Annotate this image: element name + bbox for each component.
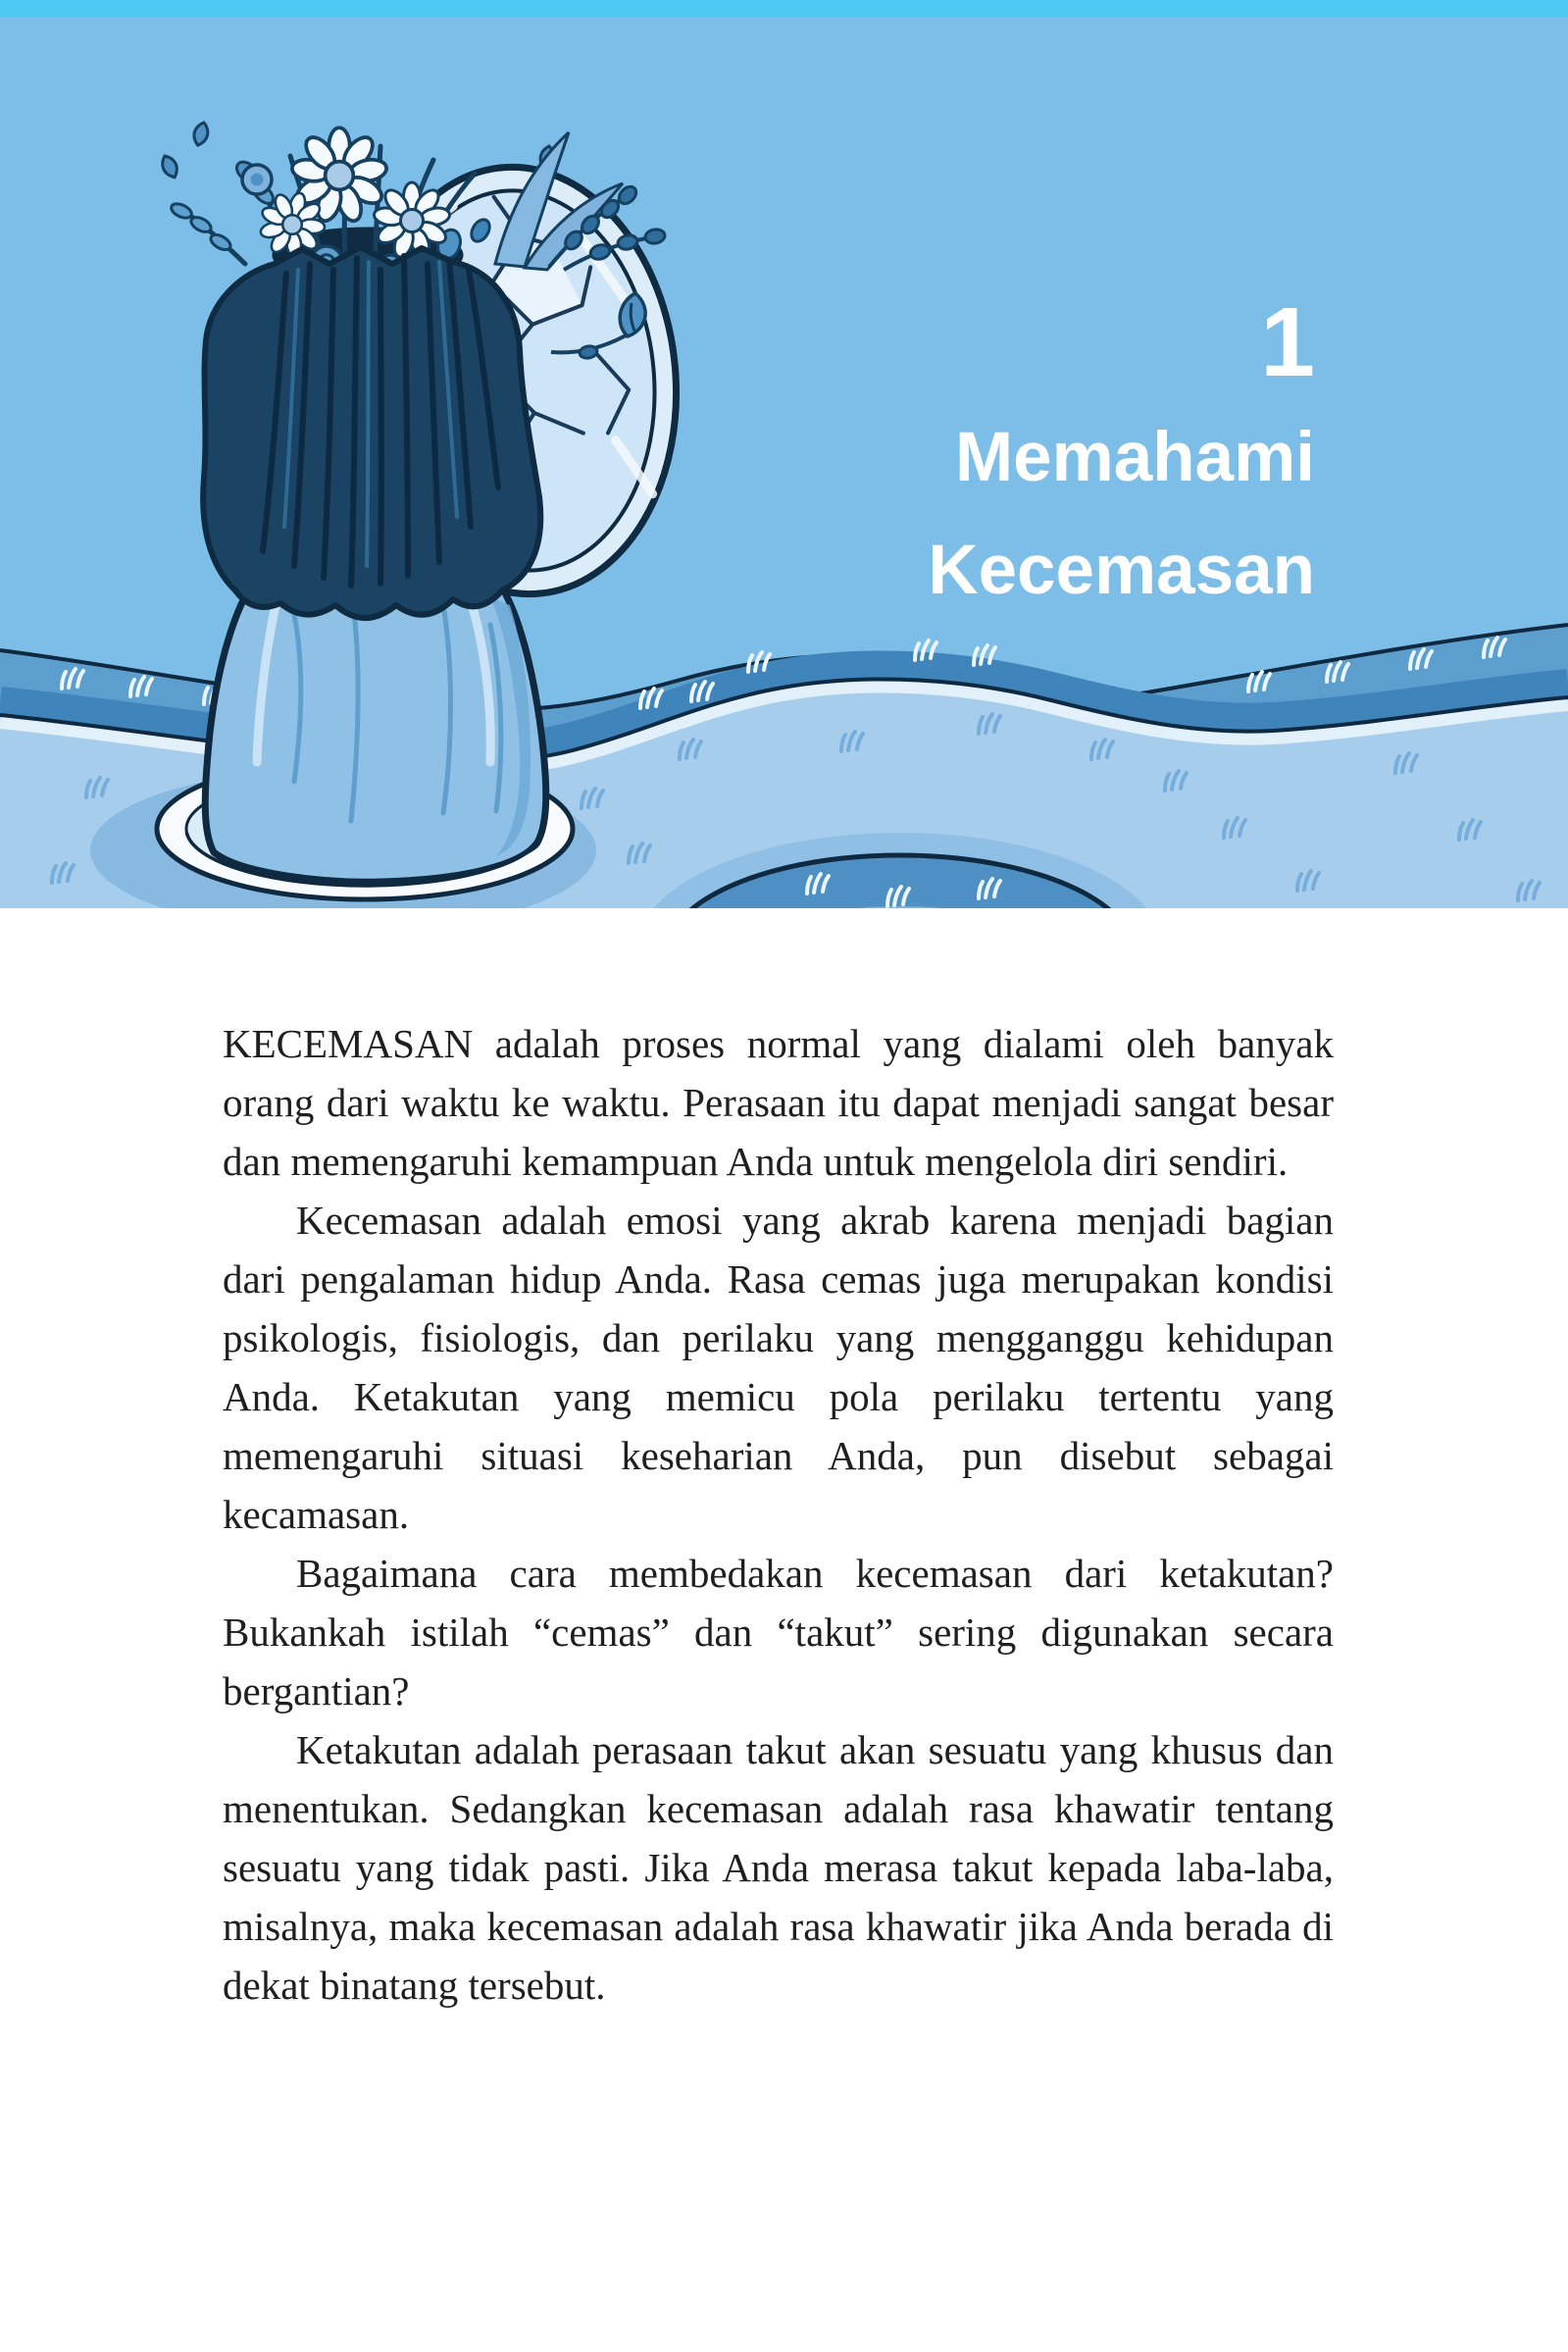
top-accent-strip xyxy=(0,0,1568,17)
paragraph-1: KECEMASAN adalah proses normal yang dialami oleh banyak orang dari waktu ke waktu. Perasaan itu dapat menjadi sangat besar dan memengaruhi kemampuan Anda untuk mengelola diri sendiri. xyxy=(223,1021,1334,1184)
round-flower-center xyxy=(251,174,264,186)
chapter-title-line1: Memahami xyxy=(955,419,1315,496)
illustration-canvas xyxy=(0,17,1568,908)
woman-hair xyxy=(203,247,540,618)
paragraph-2: Kecemasan adalah emosi yang akrab karena menjadi bagian dari pengalaman hidup Anda. Rasa cemas juga merupakan kondisi psikologis, fisiologis, dan perilaku yang mengganggu kehidupan Anda. Ketakutan yang memicu pola perilaku tertentu yang memengaruhi situasi keseharian Anda, pun disebut sebagai kecamasan. xyxy=(223,1198,1334,1537)
chapter-illustration xyxy=(0,17,1568,908)
paragraph-3: Bagaimana cara membedakan kecemasan dari ketakutan? Bukankah istilah “cemas” dan “takut” sering digunakan secara bergantian? xyxy=(223,1551,1334,1713)
body-text xyxy=(223,1014,1334,2015)
paragraph-4: Ketakutan adalah perasaan takut akan sesuatu yang khusus dan menentukan. Sedangkan kecemasan adalah rasa khawatir tentang sesuatu yang tidak pasti. Jika Anda merasa takut kepada laba-laba, misalnya, maka kecemasan adalah rasa khawatir jika Anda berada di dekat binatang tersebut. xyxy=(223,1727,1334,2008)
chapter-number: 1 xyxy=(1260,287,1315,397)
chapter-title-line2: Kecemasan xyxy=(928,532,1315,609)
